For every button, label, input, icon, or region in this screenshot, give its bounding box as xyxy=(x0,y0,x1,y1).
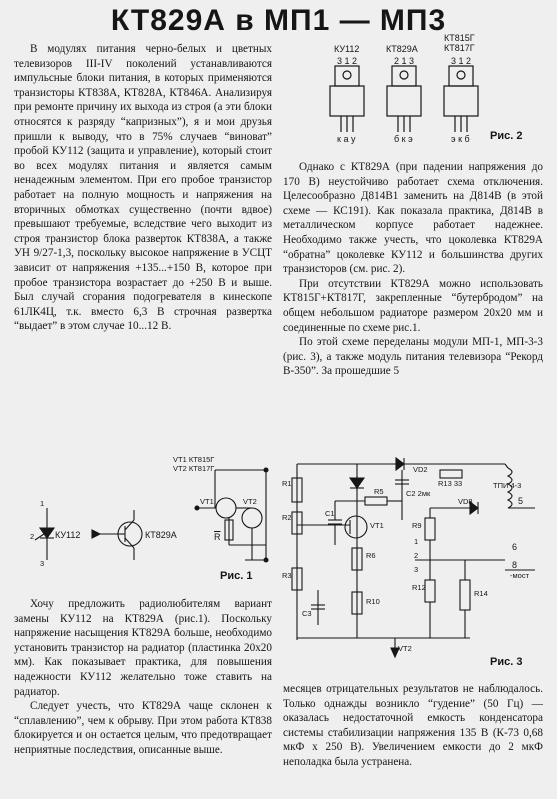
transistor-label: VT1 КТ815Г xyxy=(173,455,215,464)
component-label: VT2 xyxy=(398,644,412,653)
resistor-label: R6 xyxy=(366,551,376,560)
paragraph: месяцев отрицательных результатов не наблюдалось. Только однажды возникло “гудение” (50 Гц) — оказалась недостаточной емкость конденсатора системы стабилизации напряжения 135 В (К-73 0,68 мкФ х 250 В). Увеличением емкости до 2 мкФ неполадка была устранена. xyxy=(283,683,543,768)
pin-letters: к а у xyxy=(337,134,356,144)
resistor-label: $\overline{R}$ xyxy=(214,532,221,542)
pin-letters: э к б xyxy=(451,134,470,144)
component-label: КТ829А xyxy=(145,530,177,540)
part-name: КУ112 xyxy=(334,44,360,54)
figure-caption: Рис. 3 xyxy=(490,656,523,668)
resistor-label: R14 xyxy=(474,589,488,598)
transistor-label: VT2 xyxy=(243,497,257,506)
resistor-label: R13 33 xyxy=(438,479,463,488)
paragraph: Хочу предложить радиолюбителям вариант замены КУ112 на КТ829А (рис.1). Поскольку напряжение насыщения КТ829А больше, необходимо установить транзистор на радиатор (пластинка 20х20 мм). Как показывает практика, для повышения надежности КУ112 желательно тоже ставить на радиатор. xyxy=(14,598,272,698)
component-label: КУ112 xyxy=(55,530,81,540)
transistor-label: VT1 xyxy=(200,497,214,506)
resistor-label: R1 xyxy=(282,479,292,488)
resistor-label: R5 xyxy=(374,487,384,496)
pin-label: 1 xyxy=(414,537,419,546)
resistor-label: R9 xyxy=(412,521,422,530)
transformer-label: ТПИ 4-3 xyxy=(493,481,522,490)
pin-label: 1 xyxy=(40,499,45,508)
capacitor-label: C1 xyxy=(325,509,335,518)
resistor-label: R10 xyxy=(366,597,380,606)
resistor-label: R2 xyxy=(282,513,292,522)
transistor-label: VT1 xyxy=(370,521,384,530)
capacitor-label: C2 2мк xyxy=(406,489,431,498)
resistor-label: R3 xyxy=(282,571,292,580)
paragraph: По этой схеме переделаны модули МП-1, МП-3-3 (рис. 3), а также модуль питания телевизора “Рекорд В-350”. За прошедшие 5 xyxy=(283,336,543,378)
part-name: КТ815Г КТ817Г xyxy=(444,33,475,53)
figure-caption: Рис. 2 xyxy=(490,130,523,142)
pin-numbers: 2 1 3 xyxy=(394,56,415,66)
pin-label: 3 xyxy=(414,565,419,574)
pin-numbers: 3 1 2 xyxy=(337,56,358,66)
paragraph: При отсутствии КТ829А можно использовать КТ815Г+КТ817Г, закрепленные “бутербродом” на общем небольшом радиаторе размером 20х20 мм и соединенные по схеме рис.1. xyxy=(283,277,543,334)
terminal-label: 8 xyxy=(512,560,518,570)
paragraph: Однако с КТ829А (при падении напряжения до 170 В) неустойчиво работает схема отключения. Целесообразно Д814В1 заменить на Д814В (в этой схеме — КС191). Как показала практика, Д814В в металлическом корпусе работает надежнее. Необходимо также учесть, что цоколевка КТ829А “обратна” цоколевке КУ112 и большинства других транзисторов (см. рис. 2). xyxy=(283,161,543,276)
figure-caption: Рис. 1 xyxy=(220,570,253,582)
pin-label: 3 xyxy=(40,559,45,568)
terminal-label: 6 xyxy=(512,542,518,552)
terminal-label: -мост xyxy=(510,571,530,580)
capacitor-label: C3 xyxy=(302,609,312,618)
paragraph: Следует учесть, что КТ829А чаще склонен к “сплавлению”, чем к обрыву. При этом работа КТ838 блокируется и он остается целым, что предотвращает неприятные последствия, описанные выше. xyxy=(14,700,272,756)
paragraph: В модулях питания черно-белых и цветных телевизоров III-IV поколений устанавливаются импульсные блоки питания, в которых применяются транзисторы КТ838А, КТ828А, КТ846А. Анализируя при ремонте причину их выхода из строя (а эти блоки относятся к разряду “капризных”), я и мои друзья пришли к выводу, что в 75% случаев “виноват” пробой КУ112 (защита и управление), который стоит во всех модулях питания и является самым ненадежным элементом. При его пробое транзистор работает на полную мощность и напряжения на вторичных обмотках существенно (почти вдвое) превышают требуемые, вследствие чего выходит из строя транзистор блока разверток КТ838А, а также УН 9/27-1,3, поскольку высокое напряжение в УСЦТ зависит от напряжения +135...+150 В, которое при пробое транзистора возрастает до +250 В и выше. Был случай сгорания подогревателя в кинескопе 61ЛК4Ц, т.к. вместо 6,3 В строчная развертка “выдает” в этом случае 10...12 В. xyxy=(14,43,272,333)
pin-label: 2 xyxy=(414,551,419,560)
part-name: КТ829А xyxy=(386,44,418,54)
pin-letters: б к э xyxy=(394,134,413,144)
terminal-label: 5 xyxy=(518,496,524,506)
pin-numbers: 3 1 2 xyxy=(451,56,472,66)
diode-label: VD8 xyxy=(458,497,473,506)
resistor-label: R12 xyxy=(412,583,426,592)
diode-label: VD2 xyxy=(413,465,428,474)
pin-label: 2 xyxy=(30,532,35,541)
page-title: КТ829А в МП1 — МП3 xyxy=(110,4,447,37)
transistor-label: VT2 КТ817Г xyxy=(173,464,215,473)
